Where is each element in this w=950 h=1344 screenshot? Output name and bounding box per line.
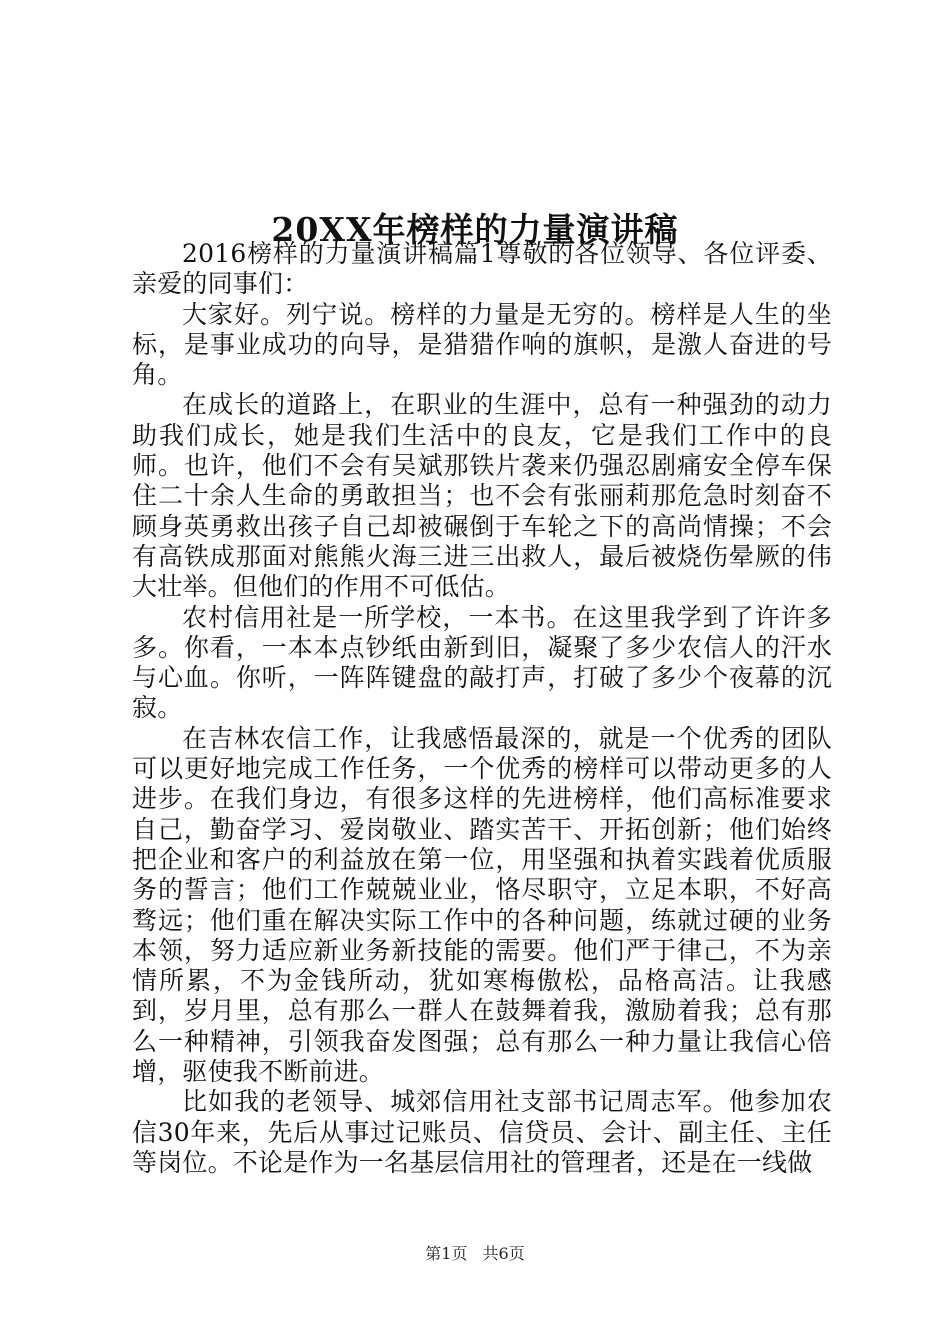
paragraph-example: 比如我的老领导、城郊信用社支部书记周志军。他参加农信30年来，先后从事过记账员、信贷员、会计、副主任、主任等岗位。不论是作为一名基层信用社的管理者，还是在一线做: [132, 1087, 832, 1177]
paragraph-jilin: 在吉林农信工作，让我感悟最深的，就是一个优秀的团队可以更好地完成工作任务，一个优秀的榜样可以带动更多的人进步。在我们身边，有很多这样的先进榜样，他们高标准要求自己，勤奋学习、爱岗敬业、踏实苦干、开拓创新；他们始终把企业和客户的利益放在第一位，用坚强和执着实践着优质服务的誓言；他们工作兢兢业业，恪尽职守，立足本职，不好高骛远；他们重在解决实际工作中的各种问题，练就过硬的业务本领，努力适应新业务新技能的需要。他们严于律己，不为亲情所累，不为金钱所动，犹如寒梅傲松，品格高洁。让我感到，岁月里，总有那么一群人在鼓舞着我，激励着我；总有那么一种精神，引领我奋发图强；总有那么一种力量让我信心倍增，驱使我不断前进。: [132, 723, 832, 1087]
paragraph-greeting: 2016榜样的力量演讲稿篇1尊敬的各位领导、各位评委、亲爱的同事们：: [132, 239, 832, 299]
paragraph-opening: 大家好。列宁说。榜样的力量是无穷的。榜样是人生的坐标，是事业成功的向导，是猎猎作响的旗帜，是激人奋进的号角。: [132, 299, 832, 390]
paragraph-credit-union: 农村信用社是一所学校，一本书。在这里我学到了许许多多。你看，一本本点钞纸由新到旧，凝聚了多少农信人的汗水与心血。你听，一阵阵键盘的敲打声，打破了多少个夜幕的沉寂。: [132, 602, 832, 723]
paragraph-growth: 在成长的道路上，在职业的生涯中，总有一种强劲的动力助我们成长，她是我们生活中的良友，它是我们工作中的良师。也许，他们不会有吴斌那铁片袭来仍强忍剧痛安全停车保住二十余人生命的勇敢担当；也不会有张丽莉那危急时刻奋不顾身英勇救出孩子自己却被碾倒于车轮之下的高尚情操；不会有高铁成那面对熊熊火海三进三出救人，最后被烧伤晕厥的伟大壮举。但他们的作用不可低估。: [132, 390, 832, 602]
page-number: 第1页: [425, 1244, 468, 1263]
document-title: 20XX年榜样的力量演讲稿: [271, 210, 679, 250]
document-body: [132, 239, 832, 1178]
page-footer: [0, 1243, 950, 1265]
page-total: 共6页: [482, 1244, 525, 1263]
